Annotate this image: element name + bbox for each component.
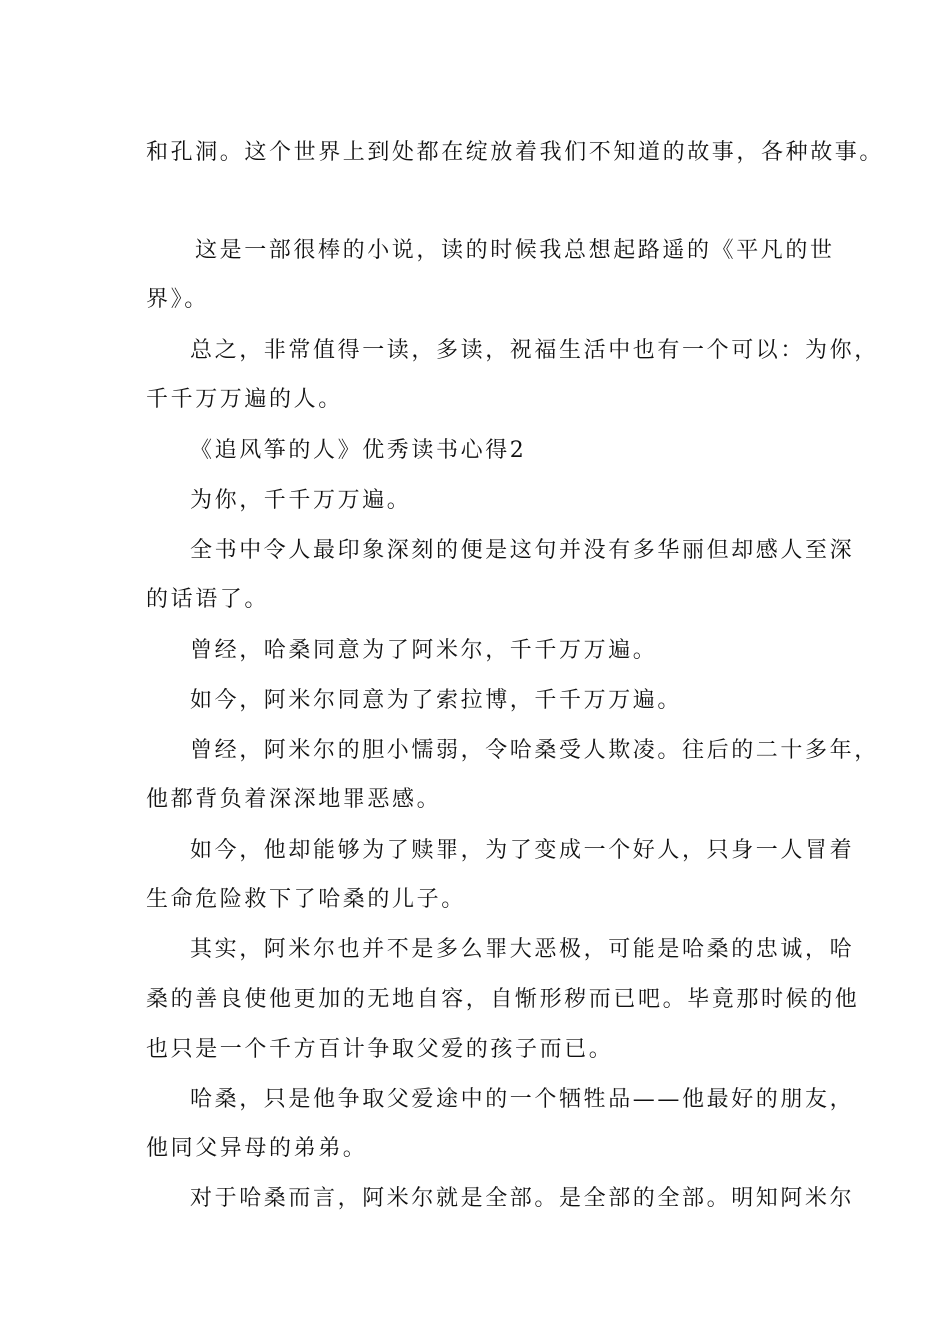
text-line: 他同父异母的弟弟。 — [146, 1136, 368, 1161]
text-line: 曾经，哈桑同意为了阿米尔，千千万万遍。 — [190, 638, 658, 663]
text-line: 为你，千千万万遍。 — [190, 488, 412, 513]
text-line: 桑的善良使他更加的无地自容，自惭形秽而已吧。毕竟那时候的他 — [146, 987, 860, 1012]
text-line: 他都背负着深深地罪恶感。 — [146, 787, 442, 812]
text-line: 哈桑，只是他争取父爱途中的一个牺牲品——他最好的朋友， — [190, 1087, 855, 1112]
text-line: 其实，阿米尔也并不是多么罪大恶极，可能是哈桑的忠诚，哈 — [190, 937, 855, 962]
text-line: 总之，非常值得一读，多读，祝福生活中也有一个可以：为你， — [190, 338, 879, 363]
text-line: 和孔洞。这个世界上到处都在绽放着我们不知道的故事，各种故事。 — [146, 140, 885, 165]
section-heading: 《追风筝的人》优秀读书心得2 — [190, 438, 527, 463]
text-line: 界》。 — [146, 287, 209, 312]
text-line: 对于哈桑而言，阿米尔就是全部。是全部的全部。明知阿米尔 — [190, 1186, 855, 1211]
text-line: 千千万万遍的人。 — [146, 387, 343, 412]
text-line: 如今，他却能够为了赎罪，为了变成一个好人，只身一人冒着 — [190, 838, 855, 863]
text-line: 如今，阿米尔同意为了索拉博，千千万万遍。 — [190, 688, 683, 713]
text-line: 全书中令人最印象深刻的便是这句并没有多华丽但却感人至深 — [190, 538, 855, 563]
text-line: 生命危险救下了哈桑的儿子。 — [146, 887, 466, 912]
text-line: 曾经，阿米尔的胆小懦弱，令哈桑受人欺凌。往后的二十多年， — [190, 738, 879, 763]
text-line: 也只是一个千方百计争取父爱的孩子而已。 — [146, 1037, 614, 1062]
text-line: 这是一部很棒的小说，读的时候我总想起路遥的《平凡的世 — [195, 238, 835, 263]
text-line: 的话语了。 — [146, 587, 270, 612]
